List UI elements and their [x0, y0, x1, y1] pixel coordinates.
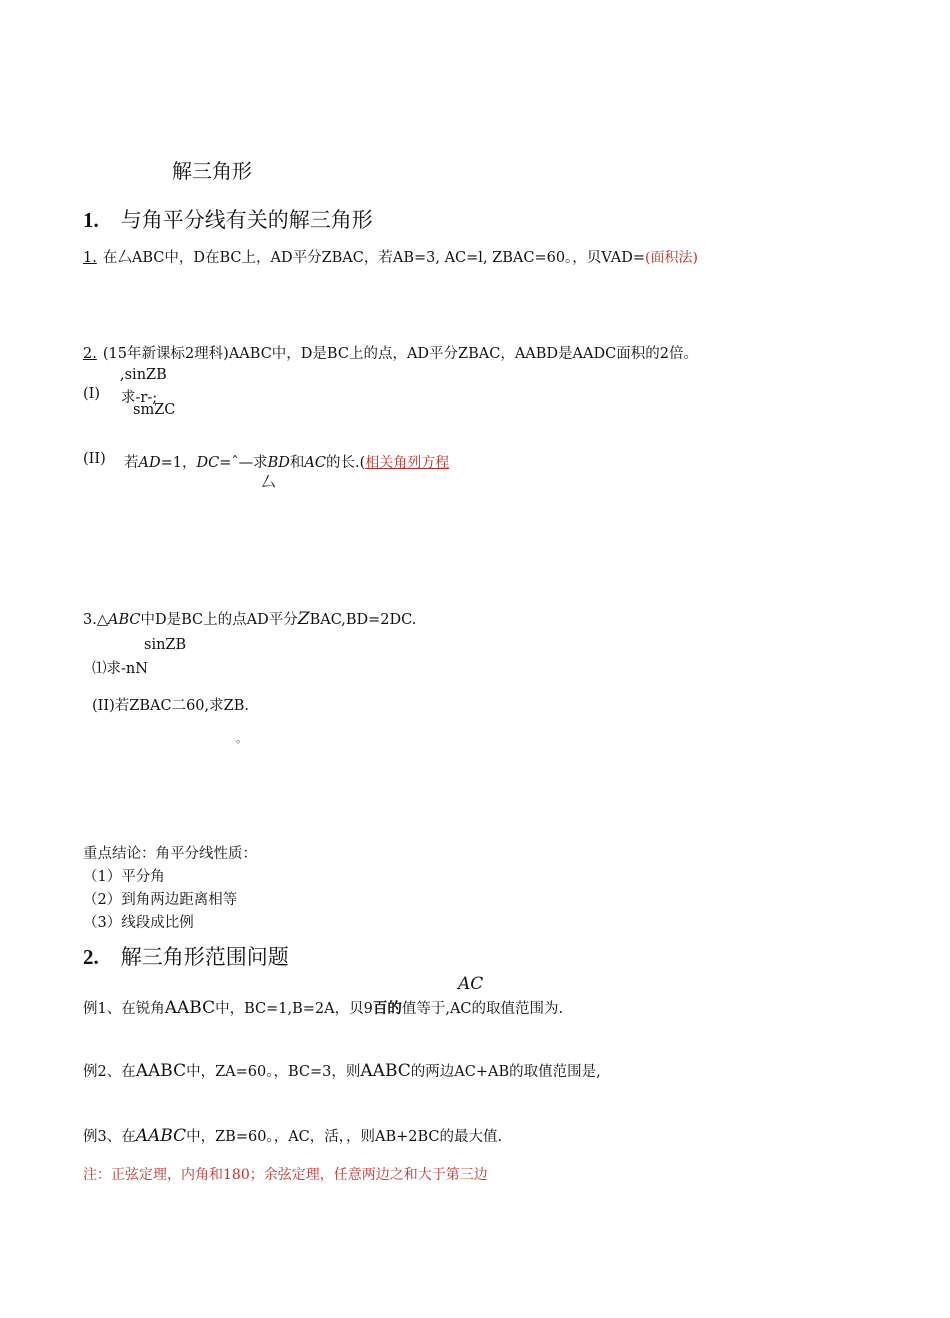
section-1-title: 与角平分线有关的解三角形 — [120, 208, 373, 232]
question-3-text-b: 中D是BC上的点AD平分 — [140, 612, 298, 628]
example-1-text-a: 例1、在锐角 — [83, 1001, 165, 1017]
section-1-heading — [83, 204, 373, 234]
example-2-aabc: AABC — [135, 1061, 187, 1081]
question-2-part-1-text: 求-r-; — [121, 390, 158, 406]
example-3 — [83, 1125, 502, 1146]
section-1-number: 1. — [83, 208, 99, 232]
conclusion-title: 重点结论：角平分线性质： — [83, 846, 257, 862]
question-1-number: 1. — [83, 250, 97, 266]
conclusion-item-1: （1）平分角 — [83, 869, 165, 885]
part-2-text-c: =ˆ—求 — [219, 455, 268, 471]
example-1-aabc: AABC — [164, 998, 216, 1018]
question-1 — [83, 246, 698, 267]
question-2-subscript: 厶 — [261, 475, 276, 491]
question-2-part-2 — [124, 451, 449, 472]
question-2-fraction-top: ,sinZB — [120, 367, 167, 383]
question-2-text: (15年新课标2理科)AABC中，D是BC上的点，AD平分ZBAC，AABD是AADC面积的2倍。 — [102, 346, 698, 362]
conclusion-item-2: （2）到角两边距离相等 — [83, 892, 238, 908]
example-3-text-a: 例3、在 — [83, 1129, 136, 1145]
question-2-part-1-label: (I) — [83, 386, 101, 402]
part-2-dc: DC — [196, 455, 220, 471]
section-2-heading — [83, 941, 289, 971]
part-2-text-a: 若 — [124, 455, 139, 471]
note: 注：正弦定理，内角和180；余弦定理，任意两边之和大于第三边 — [83, 1167, 488, 1183]
question-3-text-a: 3.△ — [83, 612, 108, 628]
part-2-text-b: =1， — [160, 455, 197, 471]
example-1 — [83, 997, 563, 1018]
example-1-text-c: 值等于,AC的取值范围为. — [401, 1001, 564, 1017]
question-3-fraction-top: sinZB — [144, 637, 187, 653]
question-2-number: 2. — [83, 346, 97, 362]
section-2-title: 解三角形范围问题 — [120, 945, 289, 969]
question-3-part-1: ⑴求-nN — [92, 661, 148, 677]
example-3-aabc: AABC — [135, 1126, 187, 1146]
example-1-bold: 百的 — [372, 1001, 402, 1017]
question-1-hint: (面积法) — [645, 250, 698, 266]
question-3-part-2: (II)若ZBAC二60,求ZB. — [92, 698, 249, 714]
part-2-ad: AD — [138, 455, 161, 471]
question-1-text: 在厶ABC中，D在BC上，AD平分ZBAC，若AB=3, AC=l, ZBAC=60。，贝VAD= — [102, 250, 646, 266]
question-2 — [83, 342, 698, 363]
page-title: 解三角形 — [172, 159, 252, 183]
part-2-bd: BD — [267, 455, 290, 471]
part-2-text-d: 和 — [289, 455, 305, 471]
example-2 — [83, 1060, 601, 1081]
question-3-abc: ABC — [108, 612, 141, 628]
example-2-aabc-2: AABC — [360, 1061, 411, 1081]
example-2-text-b: 中，ZA=60。，BC=3，则 — [186, 1064, 361, 1080]
question-3 — [83, 608, 416, 629]
example-2-text-a: 例2、在 — [83, 1064, 136, 1080]
part-2-hint: 相关角列方程 — [365, 455, 450, 471]
question-3-text-c: BAC,BD=2DC. — [309, 612, 417, 628]
example-1-text-b: 中，BC=1,B=2A，贝9 — [215, 1001, 373, 1017]
conclusion-item-3: （3）线段成比例 — [83, 915, 194, 931]
question-3-z: Z — [297, 609, 310, 629]
part-2-text-e: 的长.( — [325, 455, 366, 471]
example-3-text-b: 中，ZB=60。，AC，活，，则AB+2BC的最大值. — [186, 1129, 503, 1145]
question-2-part-2-label: (II) — [83, 451, 106, 467]
example-2-text-c: 的两边AC+AB的取值范围是, — [410, 1064, 601, 1080]
question-2-fraction-bottom: smZC — [133, 402, 176, 418]
section-2-number: 2. — [83, 945, 99, 969]
example-1-fraction-top: AC — [458, 974, 484, 994]
question-3-dot: 。 — [236, 732, 247, 745]
part-2-ac: AC — [304, 455, 326, 471]
